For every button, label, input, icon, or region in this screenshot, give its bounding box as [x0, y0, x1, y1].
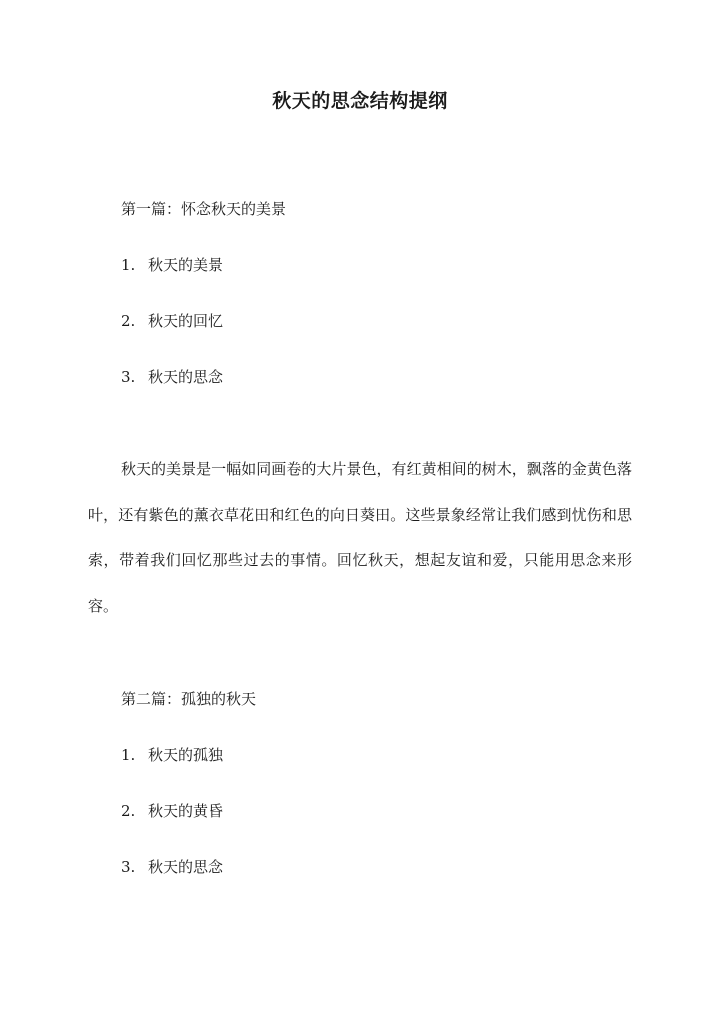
section1-item-2: [121, 310, 223, 331]
section2-heading: 第二篇：孤独的秋天: [121, 690, 257, 708]
item-number: 1.: [121, 256, 136, 274]
item-text: 秋天的回忆: [148, 312, 224, 330]
item-text: 秋天的黄昏: [148, 802, 224, 820]
item-number: 3.: [121, 368, 136, 386]
item-text: 秋天的美景: [148, 256, 224, 274]
section1-item-3: [121, 366, 223, 387]
section1-item-1: [121, 254, 223, 275]
section2-item-2: [121, 800, 223, 821]
item-number: 2.: [121, 802, 136, 820]
item-text: 秋天的孤独: [148, 746, 224, 764]
section2-item-3: [121, 856, 223, 877]
item-number: 1.: [121, 746, 136, 764]
item-number: 3.: [121, 858, 136, 876]
section1-heading: 第一篇：怀念秋天的美景: [121, 200, 287, 218]
document-title: 秋天的思念结构提纲: [272, 90, 448, 112]
section2-item-1: [121, 744, 223, 765]
item-text: 秋天的思念: [148, 368, 224, 386]
item-number: 2.: [121, 312, 136, 330]
section1-paragraph: 秋天的美景是一幅如同画卷的大片景色，有红黄相间的树木，飘落的金黄色落叶，还有紫色的薰衣草花田和红色的向日葵田。这些景象经常让我们感到忧伤和思索，带着我们回忆那些过去的事情。回忆秋天，想起友谊和爱，只能用思念来形容。: [88, 460, 632, 615]
item-text: 秋天的思念: [148, 858, 224, 876]
